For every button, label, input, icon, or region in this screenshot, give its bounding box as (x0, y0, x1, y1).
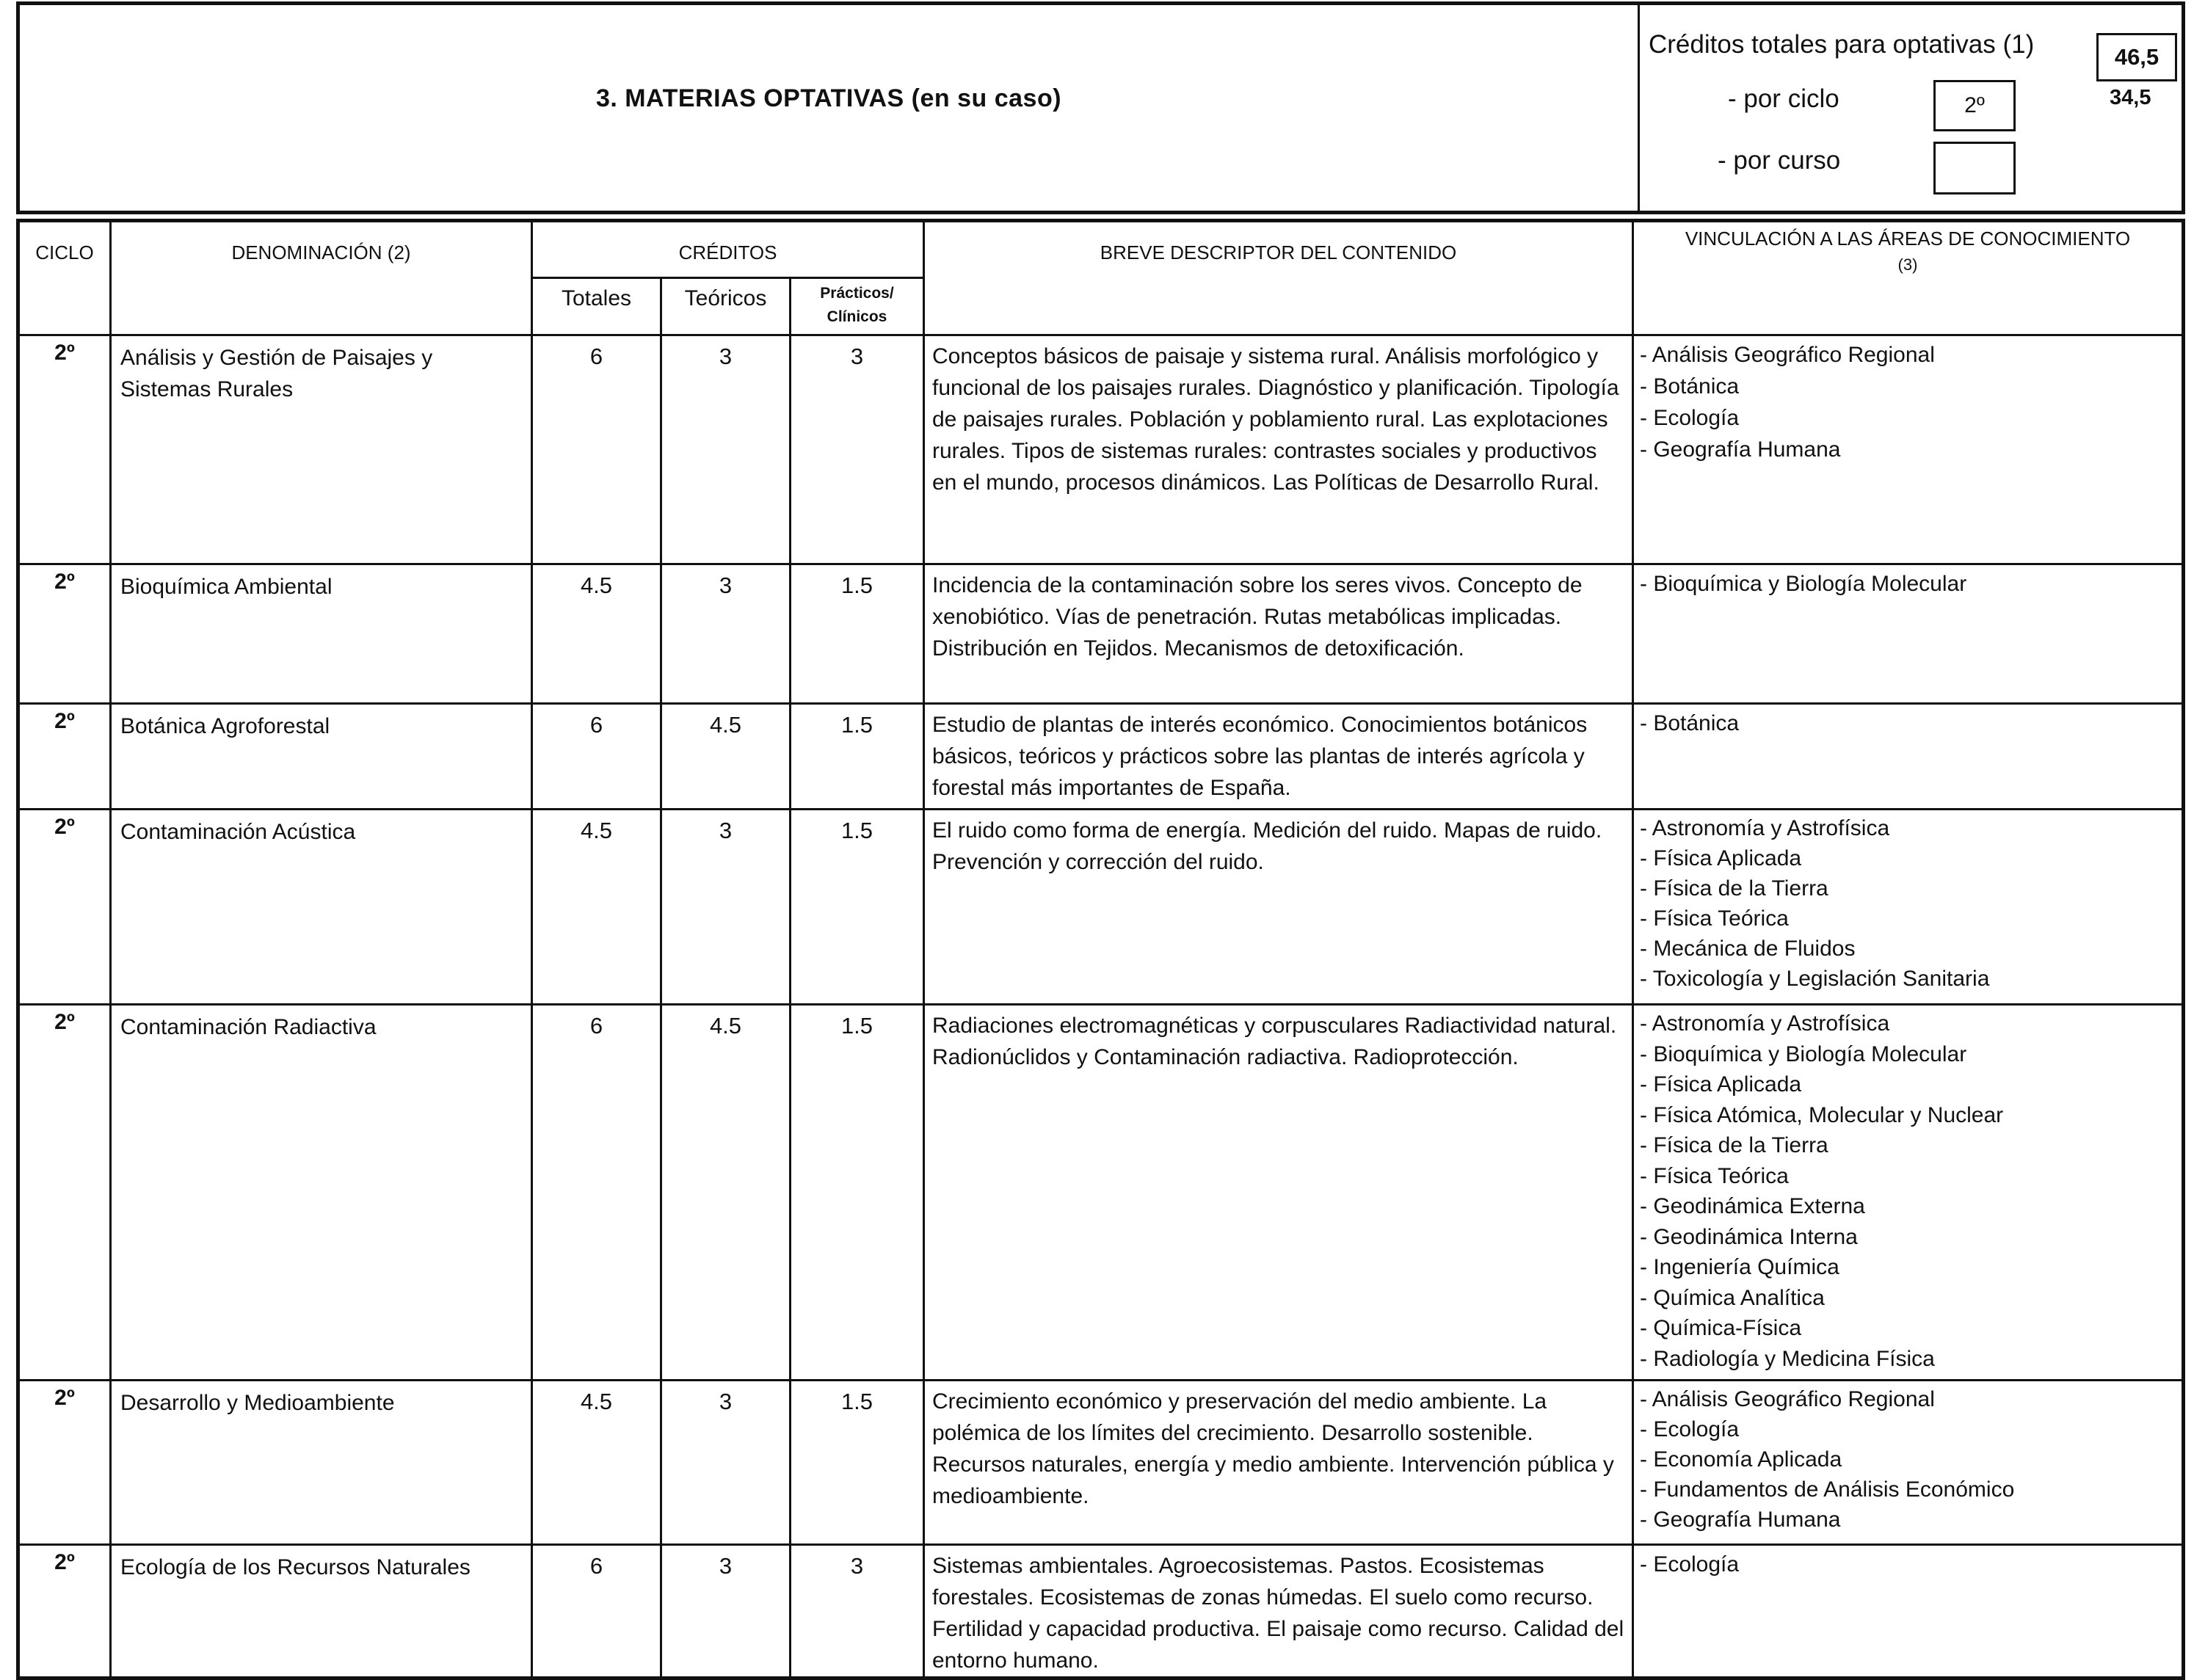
area-item: - Fundamentos de Análisis Económico (1640, 1477, 2015, 1502)
col-vinculacion (1633, 221, 2184, 335)
row-teoricos: 3 (661, 335, 791, 564)
row-areas (1633, 1381, 2184, 1545)
area-item: - Física Aplicada (1640, 846, 1802, 870)
col-practicos-label-2: Clínicos (827, 308, 887, 325)
form-page (16, 1, 2182, 1673)
area-item: - Ecología (1640, 406, 1740, 430)
row-totales: 4.5 (532, 810, 661, 1005)
area-item: - Química-Física (1640, 1316, 1802, 1340)
row-descriptor: Crecimiento económico y preservación del medio ambiente. La polémica de los límites del crecimiento. Desarrollo sostenible. Recursos naturales, energía y medio ambiente. Intervención pública y medioambiente. (924, 1381, 1633, 1545)
row-denominacion: Contaminación Acústica (111, 810, 532, 1005)
row-teoricos: 3 (661, 1381, 791, 1545)
area-item: - Bioquímica y Biología Molecular (1640, 1041, 1967, 1066)
area-item: - Mecánica de Fluidos (1640, 937, 1856, 961)
col-denominacion: DENOMINACIÓN (2) (111, 221, 532, 335)
row-descriptor: Radiaciones electromagnéticas y corpusculares Radiactividad natural. Radionúclidos y Contaminación radiactiva. Radioprotección. (924, 1005, 1633, 1381)
row-denominacion: Ecología de los Recursos Naturales (111, 1545, 532, 1679)
table-row (18, 335, 2184, 564)
area-item: - Física de la Tierra (1640, 1133, 1828, 1157)
row-practicos: 1.5 (791, 810, 924, 1005)
table-row (18, 1545, 2184, 1679)
row-ciclo: 2º (18, 810, 111, 1005)
credits-total-alt: 34,5 (2110, 86, 2151, 109)
header-table (16, 1, 2185, 214)
row-areas (1633, 564, 2184, 704)
row-teoricos: 4.5 (661, 704, 791, 810)
row-teoricos: 3 (661, 564, 791, 704)
col-vinculacion-label: VINCULACIÓN A LAS ÁREAS DE CONOCIMIENTO (1685, 228, 2131, 250)
row-areas (1633, 1005, 2184, 1381)
row-practicos: 3 (791, 1545, 924, 1679)
row-practicos: 1.5 (791, 564, 924, 704)
area-item: - Geografía Humana (1640, 1508, 1841, 1532)
row-totales: 6 (532, 704, 661, 810)
row-practicos: 1.5 (791, 1005, 924, 1381)
row-descriptor: El ruido como forma de energía. Medición del ruido. Mapas de ruido. Prevención y corrección del ruido. (924, 810, 1633, 1005)
area-item: - Física de la Tierra (1640, 876, 1828, 901)
row-totales: 6 (532, 1005, 661, 1381)
por-curso-box (1933, 142, 2016, 194)
col-practicos-label-1: Prácticos/ (820, 285, 894, 302)
row-totales: 6 (532, 1545, 661, 1679)
courses-table (16, 219, 2185, 1680)
row-denominacion: Contaminación Radiactiva (111, 1005, 532, 1381)
row-areas (1633, 810, 2184, 1005)
row-ciclo: 2º (18, 704, 111, 810)
area-item: - Botánica (1640, 374, 1740, 399)
row-denominacion: Desarrollo y Medioambiente (111, 1381, 532, 1545)
row-denominacion: Bioquímica Ambiental (111, 564, 532, 704)
area-item: - Astronomía y Astrofísica (1640, 816, 1890, 840)
row-totales: 4.5 (532, 1381, 661, 1545)
row-ciclo: 2º (18, 1381, 111, 1545)
area-item: - Geografía Humana (1640, 437, 1841, 462)
row-denominacion: Botánica Agroforestal (111, 704, 532, 810)
area-item: - Ingeniería Química (1640, 1255, 1839, 1279)
area-item: - Física Teórica (1640, 906, 1789, 931)
row-areas (1633, 704, 2184, 810)
row-practicos: 1.5 (791, 704, 924, 810)
area-item: - Botánica (1640, 711, 1740, 735)
col-teoricos: Teóricos (661, 278, 791, 335)
row-teoricos: 4.5 (661, 1005, 791, 1381)
credits-total-label: Créditos totales para optativas (1) (1649, 30, 2035, 59)
table-row (18, 1381, 2184, 1545)
col-creditos: CRÉDITOS (532, 221, 924, 278)
col-totales: Totales (532, 278, 661, 335)
title-cell (18, 4, 1639, 213)
area-item: - Física Teórica (1640, 1163, 1789, 1188)
credits-total-box: 46,5 (2096, 33, 2177, 81)
row-totales: 4.5 (532, 564, 661, 704)
area-item: - Geodinámica Interna (1640, 1224, 1858, 1249)
col-vinculacion-note: (3) (1897, 255, 1918, 274)
area-item: - Química Analítica (1640, 1285, 1825, 1310)
col-practicos (791, 278, 924, 335)
area-item: - Radiología y Medicina Física (1640, 1346, 1935, 1371)
row-ciclo: 2º (18, 335, 111, 564)
row-teoricos: 3 (661, 810, 791, 1005)
row-denominacion: Análisis y Gestión de Paisajes y Sistemas Rurales (111, 335, 532, 564)
area-item: - Economía Aplicada (1640, 1447, 1842, 1472)
por-curso-label: - por curso (1718, 146, 1841, 175)
por-ciclo-label: - por ciclo (1728, 84, 1839, 113)
page-title: 3. MATERIAS OPTATIVAS (en su caso) (595, 84, 1062, 112)
row-practicos: 3 (791, 335, 924, 564)
area-item: - Análisis Geográfico Regional (1640, 343, 1935, 367)
area-item: - Bioquímica y Biología Molecular (1640, 572, 1967, 596)
col-descriptor: BREVE DESCRIPTOR DEL CONTENIDO (924, 221, 1633, 335)
row-descriptor: Incidencia de la contaminación sobre los seres vivos. Concepto de xenobiótico. Vías de penetración. Rutas metabólicas implicadas. Distribución en Tejidos. Mecanismos de detoxificación. (924, 564, 1633, 704)
row-descriptor: Estudio de plantas de interés económico. Conocimientos botánicos básicos, teóricos y prácticos sobre las plantas de interés agrícola y forestal más importantes de España. (924, 704, 1633, 810)
area-item: - Ecología (1640, 1417, 1740, 1441)
table-row (18, 810, 2184, 1005)
row-areas (1633, 335, 2184, 564)
table-row (18, 564, 2184, 704)
row-descriptor: Sistemas ambientales. Agroecosistemas. Pastos. Ecosistemas forestales. Ecosistemas de zonas húmedas. El suelo como recurso. Fertilidad y capacidad productiva. El paisaje como recurso. Calidad del entorno humano. (924, 1545, 1633, 1679)
area-item: - Toxicología y Legislación Sanitaria (1640, 967, 1990, 991)
credits-cell (1639, 4, 2184, 213)
row-ciclo: 2º (18, 1005, 111, 1381)
area-item: - Física Aplicada (1640, 1072, 1802, 1097)
row-teoricos: 3 (661, 1545, 791, 1679)
por-ciclo-box: 2º (1933, 80, 2016, 131)
row-totales: 6 (532, 335, 661, 564)
row-practicos: 1.5 (791, 1381, 924, 1545)
area-item: - Astronomía y Astrofísica (1640, 1011, 1890, 1036)
row-areas (1633, 1545, 2184, 1679)
area-item: - Geodinámica Externa (1640, 1194, 1865, 1218)
area-item: - Análisis Geográfico Regional (1640, 1387, 1935, 1411)
area-item: - Ecología (1640, 1552, 1740, 1577)
table-row (18, 704, 2184, 810)
col-ciclo: CICLO (18, 221, 111, 335)
row-ciclo: 2º (18, 564, 111, 704)
table-row (18, 1005, 2184, 1381)
row-descriptor: Conceptos básicos de paisaje y sistema rural. Análisis morfológico y funcional de los paisajes rurales. Diagnóstico y planificación. Tipología de paisajes rurales. Población y poblamiento rural. Las explotaciones rurales. Tipos de sistemas rurales: contrastes sociales y productivos en el mundo, procesos dinámicos. Las Políticas de Desarrollo Rural. (924, 335, 1633, 564)
area-item: - Física Atómica, Molecular y Nuclear (1640, 1102, 2004, 1127)
row-ciclo: 2º (18, 1545, 111, 1679)
